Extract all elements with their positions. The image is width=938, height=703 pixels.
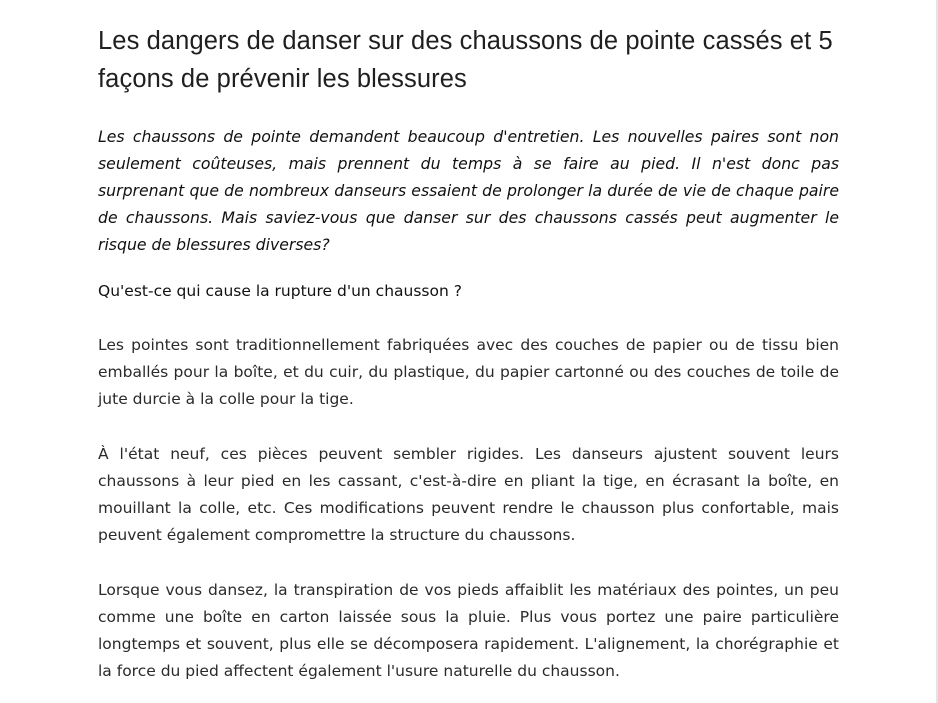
article-paragraph: Lorsque vous dansez, la transpiration de vos pieds affaiblit les matériaux des pointes, un peu comme une boîte en carton laissée sous la pluie. Plus vous portez une paire particulière longtemps et souvent, plus elle se décomposera rapidement. L'alignement, la chorégraphie et la force du pied affectent également l'usure naturelle du chausson. [98,581,839,680]
section-heading: Qu'est-ce qui cause la rupture d'un chausson ? [98,282,462,300]
blog-article [98,22,839,685]
article-intro: Les chaussons de pointe demandent beaucoup d'entretien. Les nouvelles paires sont non seulement coûteuses, mais prennent du temps à se faire au pied. Il n'est donc pas surprenant que de nombreux danseurs essaient de prolonger la durée de vie de chaque paire de chaussons. Mais saviez-vous que danser sur des chaussons cassés peut augmenter le risque de blessures diverses? [98,127,839,254]
article-title: Les dangers de danser sur des chaussons de pointe cassés et 5 façons de prévenir les blessures [98,27,833,93]
article-paragraph: À l'état neuf, ces pièces peuvent sembler rigides. Les danseurs ajustent souvent leurs chaussons à leur pied en les cassant, c'est-à-dire en pliant la tige, en écrasant la boîte, en mouillant la colle, etc. Ces modifications peuvent rendre le chausson plus confortable, mais peuvent également compromettre la structure du chaussons. [98,445,839,544]
article-paragraph: Les pointes sont traditionnellement fabriquées avec des couches de papier ou de tissu bien emballés pour la boîte, et du cuir, du plastique, du papier cartonné ou des couches de toile de jute durcie à la colle pour la tige. [98,336,839,408]
